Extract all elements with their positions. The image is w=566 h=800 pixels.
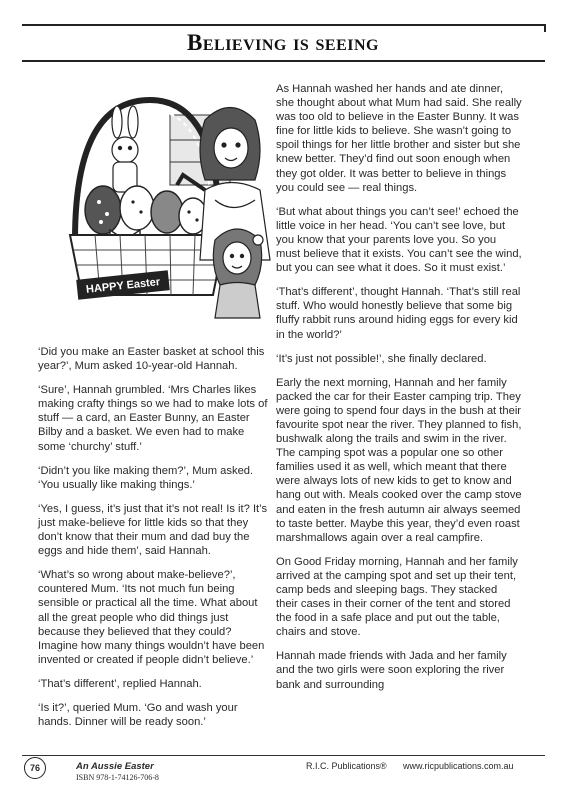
banner-text: HAPPY Easter bbox=[85, 276, 161, 296]
paragraph: ‘Didn’t you like making them?’, Mum asked. ‘You usually like making things.’ bbox=[38, 464, 254, 491]
left-column bbox=[38, 345, 270, 739]
website-link[interactable]: www.ricpublications.com.au bbox=[403, 761, 514, 771]
paragraph: ‘Yes, I guess, it’s just that it’s not real! Is it? It’s just make-believe for little kids so that they don’t know that their mum and dad buy the eggs and hide them’, said Hannah. bbox=[38, 502, 268, 558]
paragraph: ‘Sure’, Hannah grumbled. ‘Mrs Charles likes making crafty things so we had to make lots of stuff — a card, an Easter Bunny, an Easter Bilby and a basket. We even had to make some ‘churchy’ stuff.’ bbox=[38, 384, 268, 453]
right-column bbox=[276, 82, 522, 702]
paragraph: ‘Is it?’, queried Mum. ‘Go and wash your hands. Dinner will be ready soon.’ bbox=[38, 701, 238, 729]
page-title: Believing is seeing bbox=[187, 30, 379, 55]
paragraph: As Hannah washed her hands and ate dinner, she thought about what Mum had said. She really was too old to believe in the Easter Bunny. It was fine for little kids to believe. She wasn’t going to spoil things for her little brother and sister but she knew better. They’d find out soon enough when they got older. It was better to believe in things you could see — real things. bbox=[276, 83, 522, 194]
top-rule bbox=[22, 24, 545, 26]
paragraph: ‘That’s different’, thought Hannah. ‘That’s still real stuff. Who would honestly believe that some big fluffy rabbit runs around hiding eggs for every kid in the world?’ bbox=[276, 286, 521, 341]
paragraph: ‘It’s just not possible!’, she finally declared. bbox=[276, 352, 487, 365]
paragraph: ‘Did you make an Easter basket at school this year?’, Mum asked 10-year-old Hannah. bbox=[38, 346, 265, 373]
easter-basket-illustration bbox=[55, 90, 290, 320]
paragraph: On Good Friday morning, Hannah and her family arrived at the camping spot and set up their tent, camp beds and sleeping bags. They stacked their cases in their corner of the tent and stored the food in a safe place and put out the table, chairs and stove. bbox=[276, 555, 518, 639]
isbn: ISBN 978-1-74126-706-8 bbox=[76, 773, 159, 782]
footer-rule bbox=[22, 755, 545, 756]
paragraph: ‘But what about things you can’t see!’ echoed the little voice in her head. ‘You can’t see love, but you know that your parents love you. So you must believe that it exists. You can’t see the wind, but you can see what it does. So it must exist.’ bbox=[276, 205, 522, 275]
paragraph: ‘That’s different’, replied Hannah. bbox=[38, 677, 202, 690]
page-number: 76 bbox=[24, 757, 46, 779]
book-title: An Aussie Easter bbox=[76, 761, 154, 772]
paragraph: Hannah made friends with Jada and her family and the two girls were soon exploring the river bank and surrounding bbox=[276, 650, 507, 691]
paragraph: Early the next morning, Hannah and her family packed the car for their Easter camping trip. They were going to spend four days in the bush at their favourite spot near the river. They planned to fish, bushwalk along the trails and swim in the river. The camping spot was a popular one so other families used it as well, which meant that there were always lots of new kids to get to know and hang out with. Meals cooked over the camp stove and eaten in the fresh autumn air always seemed to taste better. Maybe this year, they’d even roast marshmallows again over a real campfire. bbox=[276, 376, 522, 544]
title-rule bbox=[22, 60, 545, 62]
publisher: R.I.C. Publications® bbox=[306, 761, 387, 771]
paragraph: ‘What’s so wrong about make-believe?’, countered Mum. ‘Its not much fun being sensible or practical all the time. What about all the great people who did things just because they believed that they could? Imagine how many things wouldn’t have been invented or created if people didn’t believe.’ bbox=[38, 569, 265, 666]
